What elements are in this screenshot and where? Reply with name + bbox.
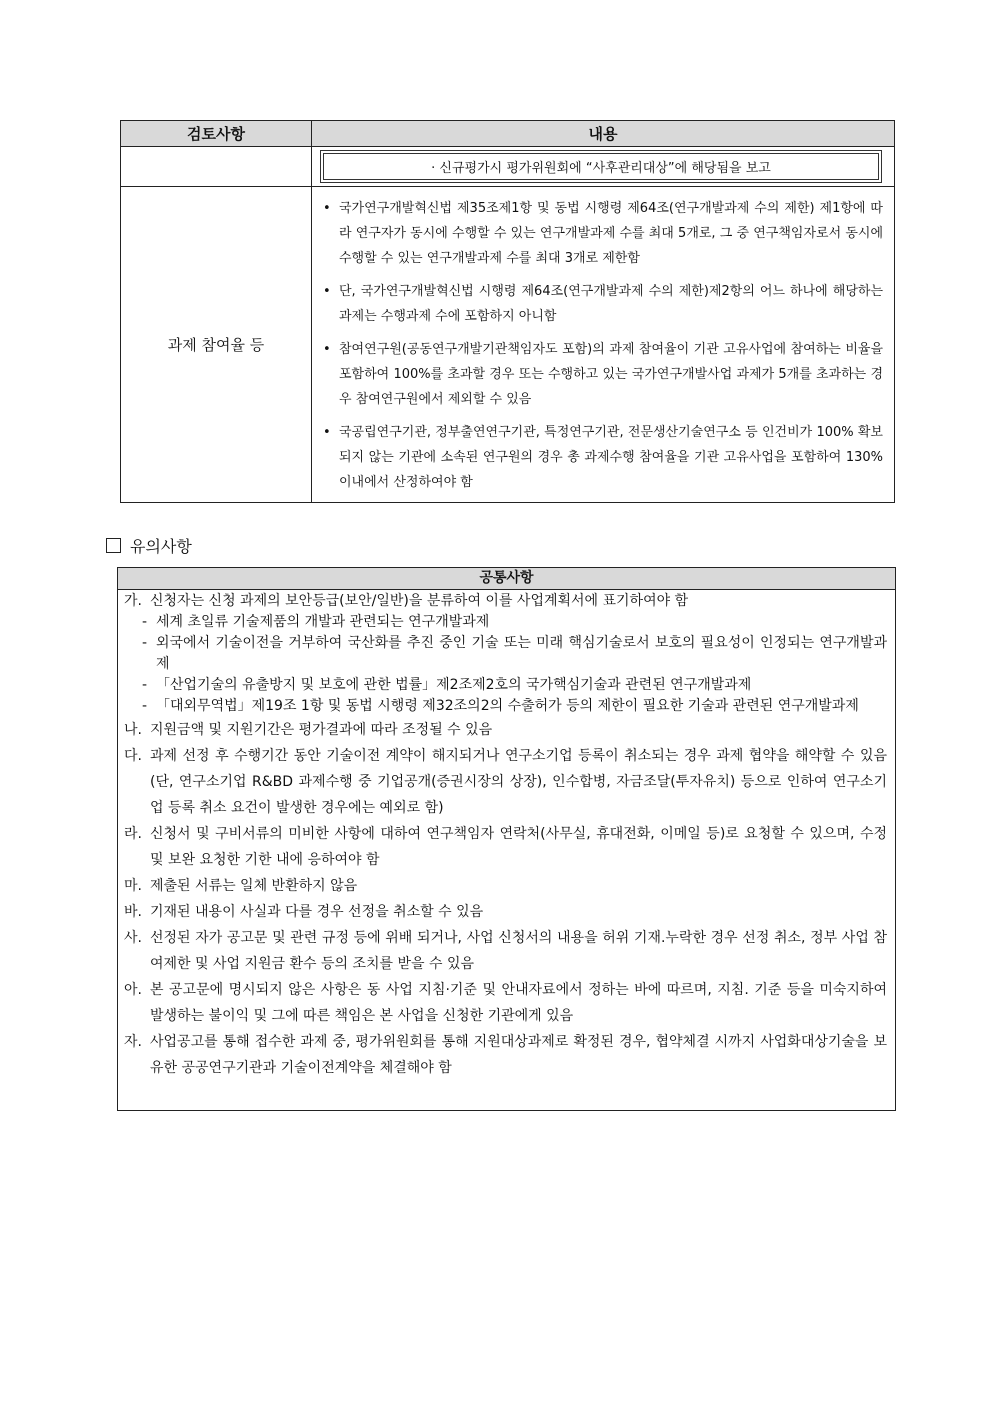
item-text: 제출된 서류는 일체 반환하지 않음 xyxy=(150,878,358,894)
bullet-text: 참여연구원(공동연구개발기관책임자도 포함)의 과제 참여율이 기관 고유사업에 참여하는 비율을 포함하여 100%를 초과할 경우 또는 수행하고 있는 국가연구개발사업 과제가 5개를 초과하는 경우 참여연구원에서 제외할 수 있음 xyxy=(339,342,883,407)
item-text: 선정된 자가 공고문 및 관련 규정 등에 위배 되거나, 사업 신청서의 내용을 허위 기재.누락한 경우 선정 취소, 정부 사업 참여제한 및 사업 지원금 환수 등의 조치를 받을 수 있음 xyxy=(150,930,887,972)
dash-marker: - xyxy=(142,635,148,651)
bullet-icon: • xyxy=(323,201,331,216)
participation-content-cell xyxy=(312,187,895,503)
item-text: 과제 선정 후 수행기간 동안 기술이전 계약이 해지되거나 연구소기업 등록이 취소되는 경우 과제 협약을 해약할 수 있음(단, 연구소기업 R&BD 과제수행 중 기업공개(증권시장의 상장), 인수합병, 자금조달(투자유치) 등으로 인하여 연구소기업 등록 취소 요건이 발생한 경우에는 예외로 함) xyxy=(150,748,887,816)
sub-item-text: 외국에서 기술이전을 거부하여 국산화를 추진 중인 기술 또는 미래 핵심기술로서 보호의 필요성이 인정되는 연구개발과제 xyxy=(156,635,887,672)
common-notes-header: 공통사항 xyxy=(118,568,895,590)
dash-marker: - xyxy=(142,698,148,714)
bullet-text: 국공립연구기관, 정부출연연구기관, 특정연구기관, 전문생산기술연구소 등 인건비가 100% 확보되지 않는 기관에 소속된 연구원의 경우 총 과제수행 참여율을 기관 고유사업을 포함하여 130% 이내에서 산정하여야 함 xyxy=(339,425,883,490)
bullet-icon: • xyxy=(323,342,331,357)
sub-list-item xyxy=(124,696,887,717)
item-marker: 나. xyxy=(124,722,142,738)
item-text: 지원금액 및 지원기간은 평가결과에 따라 조정될 수 있음 xyxy=(150,722,493,738)
review-table xyxy=(120,120,895,503)
note-box: · 신규평가시 평가위원회에 “사후관리대상”에 해당됨을 보고 xyxy=(323,153,879,180)
sub-list-item xyxy=(124,612,887,633)
item-text: 기재된 내용이 사실과 다를 경우 선정을 취소할 수 있음 xyxy=(150,904,484,920)
list-item xyxy=(124,743,887,821)
list-item xyxy=(321,279,883,329)
item-marker: 다. xyxy=(124,748,142,764)
item-text: 사업공고를 통해 접수한 과제 중, 평가위원회를 통해 지원대상과제로 확정된 경우, 협약체결 시까지 사업화대상기술을 보유한 공공연구기관과 기술이전계약을 체결해야 함 xyxy=(150,1034,887,1076)
sub-item-text: 「대외무역법」제19조 1항 및 동법 시행령 제32조의2의 수출허가 등의 제한이 필요한 기술과 관련된 연구개발과제 xyxy=(156,698,859,714)
review-table-header-row xyxy=(121,121,895,147)
bullet-icon: • xyxy=(323,425,331,440)
item-text: 본 공고문에 명시되지 않은 사항은 동 사업 지침·기준 및 안내자료에서 정하는 바에 따르며, 지침. 기준 등을 미숙지하여 발생하는 불이익 및 그에 따른 책임은 본 사업을 신청한 기관에게 있음 xyxy=(150,982,887,1024)
notes-section-heading xyxy=(106,534,192,557)
bullet-text: 단, 국가연구개발혁신법 시행령 제64조(연구개발과제 수의 제한)제2항의 어느 하나에 해당하는 과제는 수행과제 수에 포함하지 아니함 xyxy=(339,284,883,324)
notes-section-title: 유의사항 xyxy=(130,537,192,556)
list-item xyxy=(124,821,887,873)
checkbox-square-icon xyxy=(106,538,121,553)
common-notes-box xyxy=(117,567,896,1111)
item-marker: 아. xyxy=(124,982,142,998)
list-item xyxy=(124,899,887,925)
bullet-icon: • xyxy=(323,284,331,299)
list-item xyxy=(321,196,883,271)
list-item xyxy=(124,1029,887,1081)
item-marker: 바. xyxy=(124,904,142,920)
col-header-review-item: 검토사항 xyxy=(121,121,312,147)
col-header-content: 내용 xyxy=(312,121,895,147)
list-item xyxy=(124,717,887,743)
review-table-participation-row xyxy=(121,187,895,503)
sub-list-item xyxy=(124,633,887,675)
empty-cell xyxy=(121,147,312,187)
item-marker: 가. xyxy=(124,593,142,609)
item-marker: 사. xyxy=(124,930,142,946)
common-notes-body xyxy=(118,590,895,1081)
row-label-participation: 과제 참여율 등 xyxy=(121,187,312,503)
sub-item-text: 「산업기술의 유출방지 및 보호에 관한 법률」제2조제2호의 국가핵심기술과 관련된 연구개발과제 xyxy=(156,677,752,693)
list-item xyxy=(321,337,883,412)
bullet-text: 국가연구개발혁신법 제35조제1항 및 동법 시행령 제64조(연구개발과제 수의 제한) 제1항에 따라 연구자가 동시에 수행할 수 있는 연구개발과제 수를 최대 5개로, 그 중 연구책임자로서 동시에 수행할 수 있는 연구개발과제 수를 최대 3개로 제한함 xyxy=(339,201,883,266)
note-cell xyxy=(312,147,895,187)
dash-marker: - xyxy=(142,614,148,630)
item-text: 신청자는 신청 과제의 보안등급(보안/일반)을 분류하여 이를 사업계획서에 표기하여야 함 xyxy=(150,593,689,609)
list-item xyxy=(124,977,887,1029)
item-marker: 라. xyxy=(124,826,142,842)
list-item xyxy=(321,420,883,495)
item-text: 신청서 및 구비서류의 미비한 사항에 대하여 연구책임자 연락처(사무실, 휴대전화, 이메일 등)로 요청할 수 있으며, 수정 및 보완 요청한 기한 내에 응하여야 함 xyxy=(150,826,887,868)
participation-bullet-list xyxy=(313,188,893,501)
sub-item-text: 세계 초일류 기술제품의 개발과 관련되는 연구개발과제 xyxy=(156,614,490,630)
item-marker: 자. xyxy=(124,1034,142,1050)
list-item xyxy=(124,590,887,612)
dash-marker: - xyxy=(142,677,148,693)
list-item xyxy=(124,873,887,899)
review-table-note-row xyxy=(121,147,895,187)
list-item xyxy=(124,925,887,977)
item-marker: 마. xyxy=(124,878,142,894)
sub-list-item xyxy=(124,675,887,696)
